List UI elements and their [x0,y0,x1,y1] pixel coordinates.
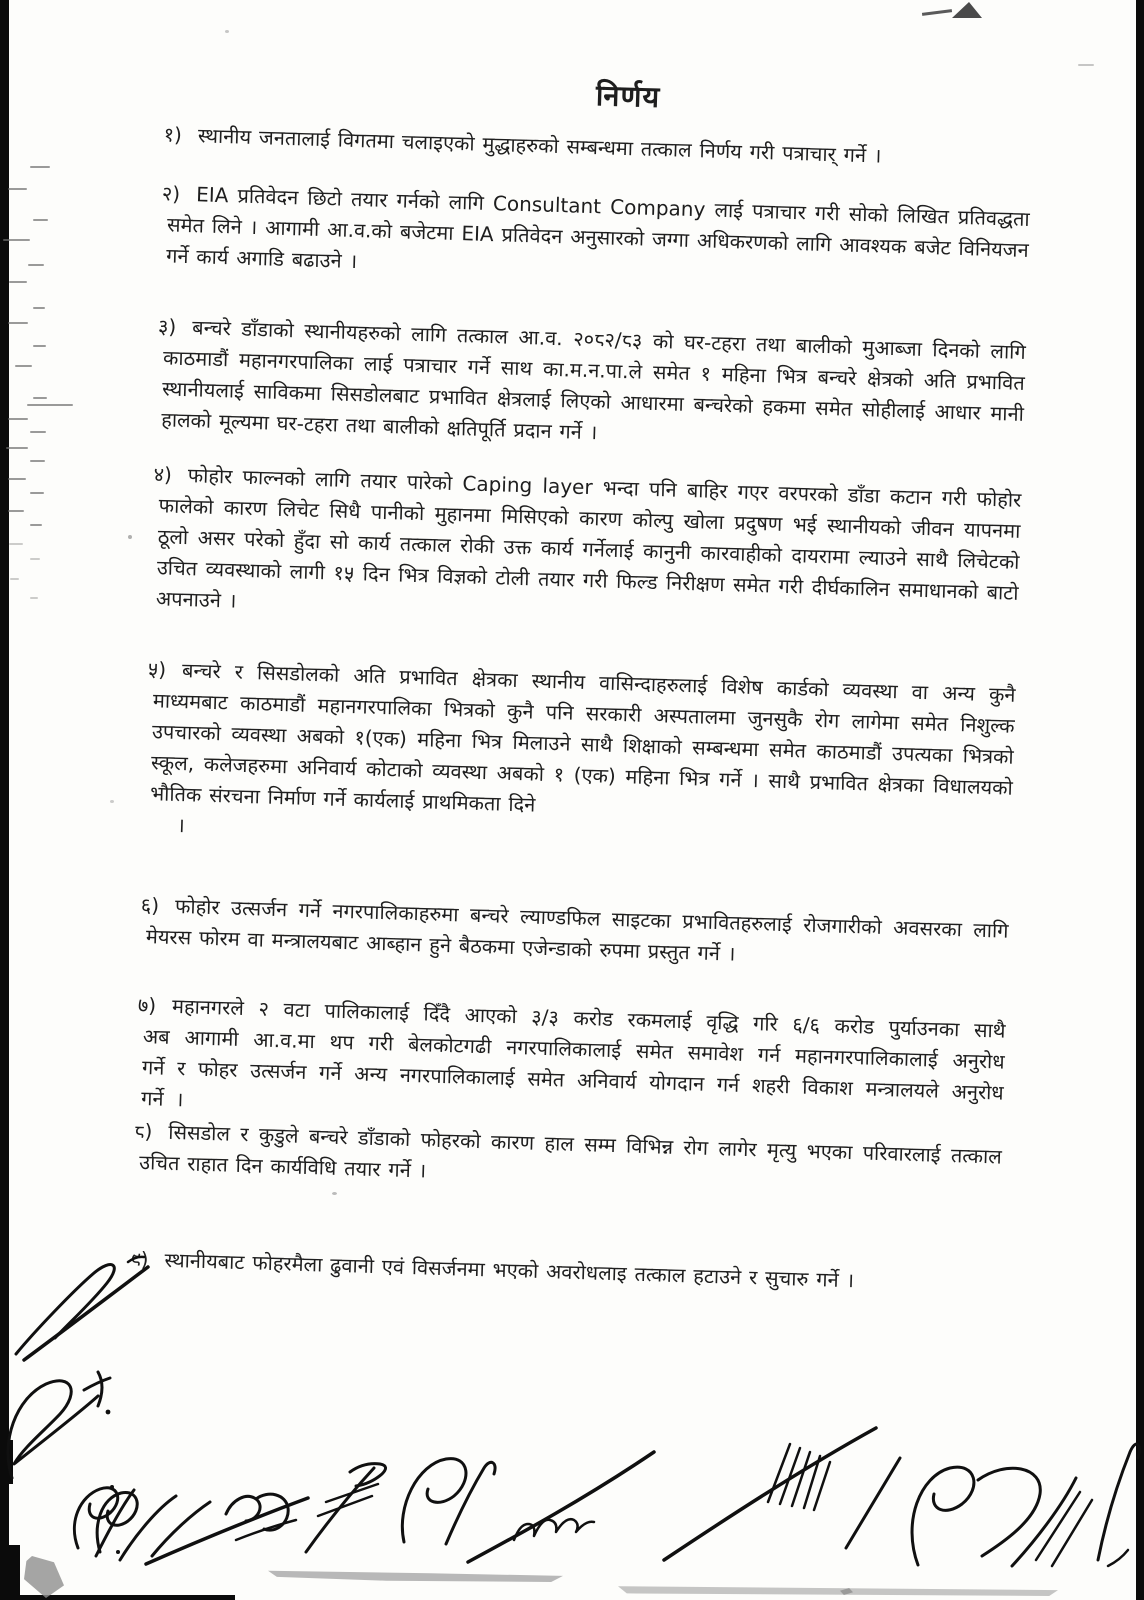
decision-text: महानगरले २ वटा पालिकालाई दिँदै आएको ३/३ करोड रकमलाई वृद्धि गरि ६/६ करोड पुर्याउनका साथै अब आगामी आ.व.मा थप गरी बेलकोटगढी नगरपालिकालाई समेत समावेश गर्न महानगरपालिकालाई अनुरोध गर्ने र फोहर उत्सर्जन गर्ने अन्य नगरपालिकालाई समेत अनिवार्य योगदान गर्न शहरी विकाश मन्त्रालयले अनुरोध गर्ने । [140,993,1006,1112]
decision-number: ८) [133,1118,153,1144]
signature-bottom-7 [912,1467,1092,1566]
page-title: निर्णय [595,78,661,115]
decision-text: फोहोर उत्सर्जन गर्ने नगरपालिकाहरुमा बन्चरे ल्याण्डफिल साइटका प्रभावितहरुलाई रोजगारीको अवसरका लागि मेयरस फोरम वा मन्त्रालयबाट आब्हान हुने बैठकमा एजेन्डाको रुपमा प्रस्तुत गर्ने । [145,893,1009,966]
decision-number: ३) [157,314,177,339]
decision-text: फोहोर फाल्नको लागि तयार पारेको Caping layer भन्दा पनि बाहिर गएर वरपरको डाँडा कटान गरी फोहोर फालेको कारण लिचेट सिधै पानीको मुहानमा मिसिएको कारण कोल्पु खोला प्रदुषण भई स्थानीयको जीवन यापनमा ठूलो असर परेको हुँदा सो कार्य तत्काल रोकी उक्त कार्य गर्नेलाई कानुनी कारवाहीको दायरामा ल्याउने साथै लिचेटको उचित व्यवस्थाको लागी १५ दिन भित्र विज्ञको टोली तयार गरी फिल्ड निरीक्षण समेत गरी दीर्घकालिन समाधानको बाटो अपनाउने । [155,463,1022,613]
decision-number: ६) [140,892,160,918]
signature-bottom-6 [664,1428,900,1560]
decision-number: ९) [130,1246,149,1272]
decision-text: बन्चरे र सिसडोलको अति प्रभावित क्षेत्रका स्थानीय वासिन्दाहरुलाई विशेष कार्डको व्यवस्था वा अन्य कुनै माध्यमबाट काठमाडौं महानगरपालिका भित्रको कुनै पनि सरकारी अस्पतालमा जुनसुकै रोग लागेमा समेत निशुल्क उपचारको व्यवस्था अबको १(एक) महिना भित्र मिलाउने साथै शिक्षाको सम्बन्धमा समेत काठमाडौं उपत्यका भित्रको स्कूल, कलेजहरुमा अनिवार्य कोटाको व्यवस्था अबको १ (एक) महिना भित्र गर्ने । साथै प्रभावित क्षेत्रका विधालयको भौतिक संरचना निर्माण गर्ने कार्यलाई प्राथमिकता दिने [149,658,1016,817]
decision-text: सिसडोल र कुडुले बन्चरे डाँडाको फोहरको कारण हाल सम्म विभिन्न रोग लागेर मृत्यु भएका परिवारलाई तत्काल उचित राहात दिन कार्यविधि तयार गर्ने । [138,1119,1003,1183]
decision-number: ५) [147,657,167,682]
signature-bottom-3 [306,1464,386,1552]
decision-text: स्थानीय जनतालाई विगतमा चलाइएको मुद्धाहरुको सम्बन्धमा तत्काल निर्णय गरी पत्राचार् गर्ने । [197,123,882,168]
signature-left-2 [8,1372,110,1478]
decision-text-tail: । [176,813,186,838]
decision-number: ७) [137,992,157,1018]
signature-bottom-2 [146,1494,308,1564]
decision-text: स्थानीयबाट फोहरमैला ढुवानी एवं विसर्जनमा भएको अवरोधलाइ तत्काल हटाउने र सुचारु गर्ने । [164,1247,855,1293]
signature-bottom-8 [1098,1444,1139,1566]
signature-left-1 [16,1257,148,1360]
decision-number: १) [163,122,183,147]
decision-text: बन्चरे डाँडाको स्थानीयहरुको लागि तत्काल आ.व. २०८२/८३ को घर-टहरा तथा बालीको मुआब्जा दिनको लागि काठमाडौं महानगरपालिका लाई पत्राचार गर्ने साथ का.म.न.पा.ले समेत १ महिना भित्र बन्चरे क्षेत्रको अति प्रभावित स्थानीयलाई साविकमा सिसडोलबाट प्रभावित क्षेत्रलाई लिएको आधारमा बन्चरेको हकमा समेत सोहीलाई आधार मानी हालको मूल्यमा घर-टहरा तथा बालीको क्षतिपूर्ति प्रदान गर्ने । [160,315,1027,445]
decision-number: २) [161,181,181,206]
signature-bottom-4 [402,1459,495,1544]
decision-number: ४) [153,462,173,487]
decision-text: EIA प्रतिवेदन छिटो तयार गर्नको लागि Consultant Company लाई पत्राचार गरी सोको लिखित प्रतिवद्धता समेत लिने । आगामी आ.व.को बजेटमा EIA प्रतिवेदन अनुसारको जग्गा अधिकरणको लागि आवश्यक बजेट विनियजन गर्ने कार्य अगाडि बढाउने । [165,182,1030,274]
